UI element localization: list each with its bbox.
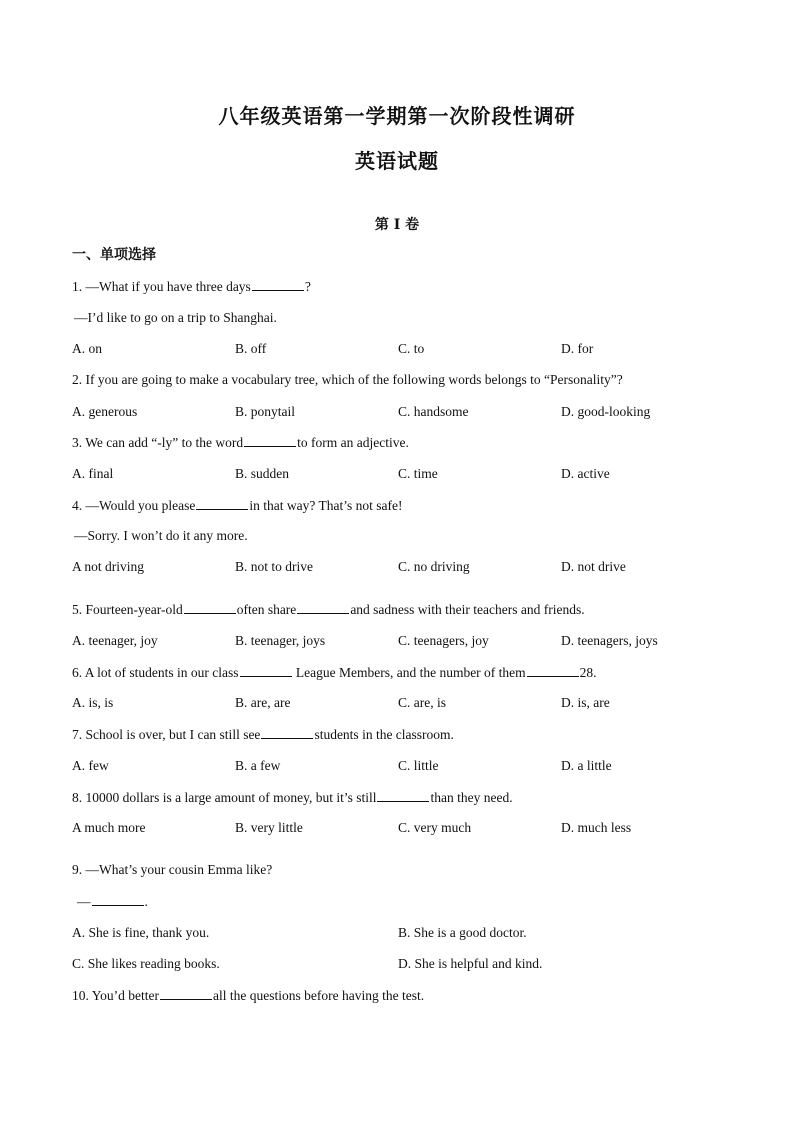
question-4-stem: 4. —Would you please in that way? That’s not safe! (72, 498, 403, 513)
question-9-option-a[interactable]: A. She is fine, thank you. (72, 925, 210, 940)
question-9-option-d[interactable]: D. She is helpful and kind. (398, 956, 543, 971)
answer-blank (240, 664, 292, 677)
question-7-stem: 7. School is over, but I can still see students in the classroom. (72, 727, 454, 742)
question-6-stem: 6. A lot of students in our class League Members, and the number of them 28. (72, 665, 597, 680)
question-6-option-a[interactable]: A. is, is (72, 695, 114, 710)
question-3-stem: 3. We can add “-ly” to the word to form an adjective. (72, 435, 409, 450)
question-9-reply: — . (77, 894, 148, 909)
exam-subtitle: 英语试题 (355, 149, 439, 173)
question-5-option-d[interactable]: D. teenagers, joys (561, 633, 658, 648)
question-9-option-b[interactable]: B. She is a good doctor. (398, 925, 527, 940)
question-8-option-b[interactable]: B. very little (235, 820, 303, 835)
answer-blank (252, 278, 304, 291)
question-8-stem: 8. 10000 dollars is a large amount of money, but it’s still than they need. (72, 790, 513, 805)
question-7-option-c[interactable]: C. little (398, 758, 439, 773)
question-8-option-a[interactable]: A much more (72, 820, 146, 835)
question-4-reply: —Sorry. I won’t do it any more. (74, 528, 248, 543)
answer-blank (160, 987, 212, 1000)
question-1-option-b[interactable]: B. off (235, 341, 267, 356)
question-5-option-c[interactable]: C. teenagers, joy (398, 633, 489, 648)
question-6-option-c[interactable]: C. are, is (398, 695, 446, 710)
volume-heading: 第 I 卷 (374, 217, 420, 233)
question-4-option-a[interactable]: A not driving (72, 559, 145, 574)
question-1-reply: —I’d like to go on a trip to Shanghai. (74, 310, 277, 325)
question-7-option-b[interactable]: B. a few (235, 758, 281, 773)
answer-blank (527, 664, 579, 677)
question-1-option-d[interactable]: D. for (561, 341, 594, 356)
question-2-option-c[interactable]: C. handsome (398, 404, 469, 419)
question-5-option-b[interactable]: B. teenager, joys (235, 633, 326, 648)
section-heading: 一、单项选择 (72, 247, 156, 263)
question-8-option-d[interactable]: D. much less (561, 820, 632, 835)
question-7-option-d[interactable]: D. a little (561, 758, 612, 773)
question-6-option-d[interactable]: D. is, are (561, 695, 610, 710)
question-7-option-a[interactable]: A. few (72, 758, 109, 773)
question-6-option-b[interactable]: B. are, are (235, 695, 291, 710)
answer-blank (377, 789, 429, 802)
question-4-option-b[interactable]: B. not to drive (235, 559, 313, 574)
question-8-option-c[interactable]: C. very much (398, 820, 472, 835)
question-1-stem: 1. —What if you have three days ? (72, 279, 311, 294)
answer-blank (92, 893, 144, 906)
answer-blank (261, 726, 313, 739)
question-1-option-c[interactable]: C. to (398, 341, 425, 356)
answer-blank (196, 497, 248, 510)
question-10-stem: 10. You’d better all the questions before having the test. (72, 988, 425, 1003)
answer-blank (297, 601, 349, 614)
exam-title: 八年级英语第一学期第一次阶段性调研 (218, 104, 576, 128)
question-3-option-d[interactable]: D. active (561, 466, 610, 481)
question-9-option-c[interactable]: C. She likes reading books. (72, 956, 220, 971)
question-9-stem: 9. —What’s your cousin Emma like? (72, 862, 273, 877)
answer-blank (244, 434, 296, 447)
question-4-option-d[interactable]: D. not drive (561, 559, 626, 574)
question-5-stem: 5. Fourteen-year-old often share and sadness with their teachers and friends. (72, 602, 585, 617)
question-5-option-a[interactable]: A. teenager, joy (72, 633, 158, 648)
question-2-option-a[interactable]: A. generous (72, 404, 138, 419)
question-2-option-d[interactable]: D. good-looking (561, 404, 651, 419)
question-1-option-a[interactable]: A. on (72, 341, 102, 356)
question-2-option-b[interactable]: B. ponytail (235, 404, 295, 419)
question-3-option-b[interactable]: B. sudden (235, 466, 289, 481)
question-2-stem: 2. If you are going to make a vocabulary tree, which of the following words belongs to “Personality”? (72, 372, 623, 387)
question-3-option-a[interactable]: A. final (72, 466, 114, 481)
answer-blank (184, 601, 236, 614)
question-4-option-c[interactable]: C. no driving (398, 559, 470, 574)
question-3-option-c[interactable]: C. time (398, 466, 438, 481)
